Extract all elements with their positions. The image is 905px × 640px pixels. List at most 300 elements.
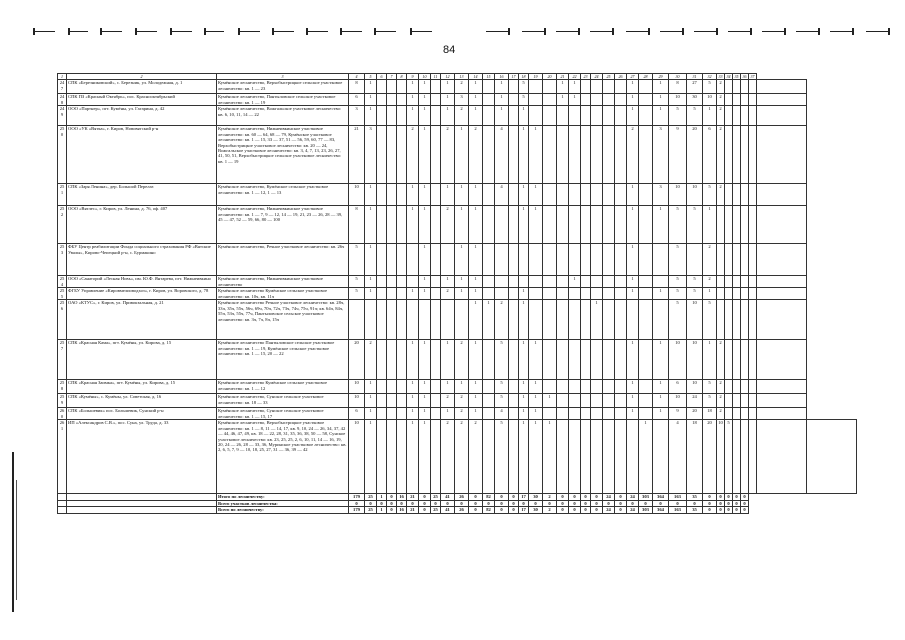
value-cell: 8	[349, 206, 365, 244]
column-header: 3	[217, 74, 349, 80]
value-cell	[741, 80, 749, 94]
total-value-cell: 0	[557, 494, 569, 500]
value-cell	[509, 126, 519, 184]
total-value-cell: 303	[639, 494, 653, 500]
value-cell	[581, 420, 591, 494]
value-cell: 1	[639, 420, 653, 494]
value-cell	[639, 380, 653, 394]
total-value-cell: 0	[483, 500, 495, 506]
value-cell: 1	[495, 94, 509, 106]
value-cell	[557, 380, 569, 394]
value-cell: 10	[669, 184, 687, 206]
total-value-cell: 24	[603, 494, 615, 500]
value-cell: 1	[419, 394, 431, 408]
value-cell: 1	[469, 394, 483, 408]
value-cell: 1	[529, 394, 543, 408]
total-value-cell: 0	[469, 507, 483, 513]
value-cell	[387, 394, 397, 408]
value-cell	[431, 380, 441, 394]
column-header: 37	[750, 74, 755, 79]
value-cell	[495, 206, 509, 244]
value-cell: 1	[519, 184, 529, 206]
value-cell: 2	[455, 420, 469, 494]
table-row	[58, 408, 857, 420]
value-cell	[509, 106, 519, 126]
value-cell	[581, 244, 591, 276]
value-cell	[615, 206, 627, 244]
value-cell: 1	[365, 206, 377, 244]
value-cell	[543, 206, 557, 244]
value-cell	[569, 244, 581, 276]
value-cell	[387, 206, 397, 244]
organization-cell: ООО «Партнер», пгт. Кумёны, ул. Гагарина, д. 42	[67, 106, 217, 126]
organization-cell: СПК «Березниковский», с. Березник, ул. Молодежная, д. 1	[67, 80, 217, 94]
value-cell	[653, 244, 669, 276]
value-cell	[377, 106, 387, 126]
value-cell	[615, 184, 627, 206]
value-cell: 1	[469, 184, 483, 206]
value-cell	[543, 106, 557, 126]
value-cell	[581, 184, 591, 206]
value-cell	[741, 288, 749, 300]
value-cell: 1	[419, 420, 431, 494]
value-cell	[757, 244, 807, 276]
value-cell	[529, 288, 543, 300]
value-cell	[741, 106, 749, 126]
totals-label-cell: Итого по лесничеству:	[217, 494, 349, 500]
value-cell	[557, 408, 569, 420]
value-cell	[581, 126, 591, 184]
total-value-cell: 0	[387, 494, 397, 500]
value-cell	[365, 300, 377, 340]
value-cell: 1	[627, 408, 639, 420]
value-cell	[387, 300, 397, 340]
value-cell: 1	[653, 288, 669, 300]
value-cell	[741, 276, 749, 288]
value-cell: 5	[495, 380, 509, 394]
value-cell	[725, 340, 733, 380]
value-cell: 1	[703, 288, 717, 300]
value-cell: 1	[455, 380, 469, 394]
value-cell: 2	[717, 394, 725, 408]
value-cell	[543, 340, 557, 380]
column-header: 10	[419, 74, 431, 80]
value-cell	[741, 380, 749, 394]
total-value-cell: 364	[653, 507, 669, 513]
value-cell	[603, 244, 615, 276]
column-header: 13	[455, 74, 469, 80]
value-cell	[639, 126, 653, 184]
value-cell	[615, 340, 627, 380]
total-value-cell: 0	[419, 494, 431, 500]
value-cell: 6	[703, 126, 717, 184]
value-cell: 2	[441, 420, 455, 494]
value-cell	[733, 80, 741, 94]
value-cell: 1	[627, 244, 639, 276]
value-cell: 1	[441, 408, 455, 420]
value-cell	[509, 276, 519, 288]
value-cell: 1	[653, 106, 669, 126]
value-cell	[639, 184, 653, 206]
value-cell	[581, 80, 591, 94]
total-value-cell: 0	[495, 500, 509, 506]
value-cell	[509, 80, 519, 94]
value-cell	[431, 184, 441, 206]
value-cell: 1	[627, 184, 639, 206]
value-cell: 5	[687, 288, 703, 300]
value-cell: 3	[653, 126, 669, 184]
value-cell	[591, 394, 603, 408]
value-cell	[591, 184, 603, 206]
value-cell	[725, 394, 733, 408]
value-cell	[557, 276, 569, 288]
row-number-cell: 259	[58, 394, 67, 408]
column-header: 15	[483, 74, 495, 80]
table-row	[58, 300, 857, 340]
value-cell	[431, 276, 441, 288]
value-cell: 1	[653, 380, 669, 394]
value-cell	[557, 394, 569, 408]
value-cell	[431, 94, 441, 106]
value-cell	[543, 288, 557, 300]
forest-area-cell: Кумёнское лесничество, Вожгальское участковое лесничество: кв. 6, 10, 11, 14 — 22	[217, 106, 349, 126]
value-cell	[569, 300, 581, 340]
value-cell	[603, 94, 615, 106]
value-cell	[529, 80, 543, 94]
value-cell	[653, 276, 669, 288]
value-cell	[741, 408, 749, 420]
value-cell: 2	[441, 288, 455, 300]
value-cell: 3	[349, 106, 365, 126]
value-cell	[615, 408, 627, 420]
value-cell	[377, 394, 387, 408]
value-cell: 1	[407, 420, 419, 494]
scan-margin-mark	[16, 480, 17, 600]
totals-row	[58, 507, 857, 513]
totals-label-cell: Всего по лесничеству:	[217, 507, 349, 513]
total-value-cell: 0	[703, 494, 717, 500]
value-cell: 5	[703, 184, 717, 206]
value-cell: 2	[455, 394, 469, 408]
total-value-cell: 26	[455, 507, 469, 513]
value-cell: 6	[669, 380, 687, 394]
value-cell	[495, 244, 509, 276]
value-cell: 1	[529, 420, 543, 494]
organization-cell: ООО «УК «Вятка», г. Киров, Нововятский р-н	[67, 126, 217, 184]
value-cell	[741, 126, 749, 184]
value-cell	[397, 106, 407, 126]
value-cell: 4	[495, 184, 509, 206]
value-cell: 20	[687, 408, 703, 420]
value-cell: 5	[687, 106, 703, 126]
value-cell	[757, 276, 807, 288]
value-cell: 1	[653, 80, 669, 94]
column-header: 33	[718, 74, 723, 79]
value-cell	[749, 80, 757, 94]
value-cell	[591, 94, 603, 106]
column-header: 35	[734, 74, 739, 79]
value-cell	[581, 206, 591, 244]
value-cell	[603, 394, 615, 408]
value-cell	[569, 106, 581, 126]
value-cell: 1	[569, 276, 581, 288]
total-value-cell: 35	[687, 507, 703, 513]
value-cell	[725, 80, 733, 94]
value-cell: 1	[703, 106, 717, 126]
value-cell: 1	[519, 288, 529, 300]
row-number-cell: 252	[58, 206, 67, 244]
value-cell	[557, 420, 569, 494]
total-value-cell: 0	[455, 500, 469, 506]
value-cell	[591, 106, 603, 126]
value-cell	[627, 420, 639, 494]
value-cell	[483, 244, 495, 276]
value-cell: 10	[687, 184, 703, 206]
value-cell	[483, 288, 495, 300]
organization-cell: СПК «Кумёны», с. Кумёны, ул. Советская, д. 16	[67, 394, 217, 408]
total-value-cell: 41	[441, 507, 455, 513]
value-cell: 1	[519, 408, 529, 420]
value-cell: 1	[455, 276, 469, 288]
table-row	[58, 380, 857, 394]
value-cell	[509, 340, 519, 380]
value-cell	[725, 184, 733, 206]
value-cell	[557, 206, 569, 244]
value-cell: 8	[349, 80, 365, 94]
value-cell	[741, 394, 749, 408]
value-cell	[483, 106, 495, 126]
column-header: 29	[653, 74, 669, 80]
total-value-cell: 0	[703, 507, 717, 513]
value-cell	[569, 126, 581, 184]
column-header: 23	[581, 74, 591, 80]
value-cell	[529, 94, 543, 106]
value-cell: 1	[495, 80, 509, 94]
organization-cell: ООО «Вятлес», г. Киров, ул. Ленина, д. 76, оф. 407	[67, 206, 217, 244]
value-cell	[733, 106, 741, 126]
column-header: 16	[495, 74, 509, 80]
value-cell	[757, 408, 807, 420]
value-cell	[509, 288, 519, 300]
total-value-cell: 82	[483, 507, 495, 513]
value-cell	[569, 380, 581, 394]
value-cell: 2	[717, 80, 725, 94]
value-cell: 1	[529, 380, 543, 394]
value-cell	[749, 94, 757, 106]
value-cell	[733, 126, 741, 184]
total-value-cell: 0	[581, 500, 591, 506]
value-cell: 1	[469, 244, 483, 276]
value-cell	[483, 276, 495, 288]
value-cell: 1	[407, 394, 419, 408]
value-cell	[749, 408, 757, 420]
value-cell	[741, 184, 749, 206]
value-cell: 1	[469, 106, 483, 126]
value-cell: 1	[455, 184, 469, 206]
value-cell	[377, 206, 387, 244]
total-value-cell: 16	[397, 507, 407, 513]
value-cell: 1	[455, 244, 469, 276]
total-value-cell: 17	[519, 507, 529, 513]
value-cell	[603, 408, 615, 420]
value-cell: 1	[419, 340, 431, 380]
value-cell: 1	[419, 288, 431, 300]
value-cell: 18	[703, 408, 717, 420]
value-cell: 5	[519, 80, 529, 94]
value-cell	[543, 80, 557, 94]
row-number-cell: 258	[58, 380, 67, 394]
total-value-cell: 0	[495, 507, 509, 513]
value-cell: 2	[495, 300, 509, 340]
total-value-cell: 0	[469, 494, 483, 500]
value-cell: 2	[703, 276, 717, 288]
total-value-cell: 0	[591, 500, 603, 506]
row-number-cell: 248	[58, 94, 67, 106]
value-cell	[495, 288, 509, 300]
value-cell: 1	[519, 420, 529, 494]
value-cell	[431, 420, 441, 494]
column-header: 1	[58, 74, 67, 80]
forest-area-cell: Кумёнское лесничество Кумёнское сельское участковое лесничество: кв. 10ч, кв. 11ч	[217, 288, 349, 300]
value-cell	[519, 244, 529, 276]
value-cell	[615, 106, 627, 126]
value-cell: 1	[627, 80, 639, 94]
total-value-cell: 0	[419, 507, 431, 513]
value-cell: 1	[419, 206, 431, 244]
value-cell: 10	[669, 340, 687, 380]
value-cell: 3	[365, 126, 377, 184]
value-cell: 4	[495, 408, 509, 420]
value-cell	[387, 94, 397, 106]
value-cell	[725, 380, 733, 394]
value-cell	[757, 126, 807, 184]
value-cell	[591, 408, 603, 420]
value-cell: 1	[455, 288, 469, 300]
value-cell: 1	[519, 394, 529, 408]
value-cell	[569, 394, 581, 408]
totals-label-cell: Всего участков лесничества:	[217, 500, 349, 506]
value-cell	[757, 184, 807, 206]
value-cell	[615, 420, 627, 494]
total-value-cell: 21	[407, 494, 419, 500]
organization-cell: СПК ПЗ «Красный Октябрь», пос. Краснооктябрьский	[67, 94, 217, 106]
value-cell: 1	[365, 420, 377, 494]
row-number-cell: 257	[58, 340, 67, 380]
total-value-cell: 16	[397, 494, 407, 500]
value-cell	[397, 94, 407, 106]
value-cell: 5	[669, 300, 687, 340]
total-value-cell: 1	[377, 507, 387, 513]
value-cell	[483, 184, 495, 206]
value-cell: 5	[669, 206, 687, 244]
value-cell	[557, 300, 569, 340]
value-cell	[509, 408, 519, 420]
value-cell	[377, 288, 387, 300]
value-cell	[653, 420, 669, 494]
value-cell	[431, 244, 441, 276]
total-value-cell: 0	[733, 500, 741, 506]
value-cell	[543, 94, 557, 106]
value-cell	[749, 184, 757, 206]
value-cell	[749, 394, 757, 408]
value-cell	[431, 340, 441, 380]
value-cell: 27	[687, 80, 703, 94]
value-cell	[639, 276, 653, 288]
value-cell: 1	[529, 408, 543, 420]
total-value-cell: 0	[703, 500, 717, 506]
total-value-cell: 0	[495, 494, 509, 500]
value-cell	[483, 206, 495, 244]
value-cell	[377, 94, 387, 106]
value-cell	[725, 276, 733, 288]
value-cell: 1	[365, 394, 377, 408]
value-cell: 5	[669, 244, 687, 276]
value-cell	[639, 80, 653, 94]
value-cell	[397, 276, 407, 288]
value-cell	[397, 206, 407, 244]
total-value-cell: 0	[627, 500, 639, 506]
value-cell	[543, 244, 557, 276]
value-cell	[397, 340, 407, 380]
total-value-cell: 0	[519, 500, 529, 506]
value-cell: 1	[407, 106, 419, 126]
forest-area-cell: Кумёнское лесничество, Речное участковое лесничество: кв. 26ч	[217, 244, 349, 276]
value-cell	[509, 300, 519, 340]
value-cell	[581, 106, 591, 126]
value-cell	[741, 94, 749, 106]
total-value-cell: 0	[615, 500, 627, 506]
value-cell	[557, 340, 569, 380]
value-cell: 5	[669, 276, 687, 288]
total-value-cell: 0	[469, 500, 483, 506]
value-cell	[749, 106, 757, 126]
value-cell	[733, 420, 741, 494]
value-cell	[639, 300, 653, 340]
total-value-cell: 25	[431, 507, 441, 513]
value-cell	[615, 244, 627, 276]
value-cell	[749, 340, 757, 380]
value-cell	[509, 184, 519, 206]
column-header: 4	[349, 74, 365, 80]
value-cell	[733, 206, 741, 244]
value-cell	[377, 420, 387, 494]
value-cell	[591, 80, 603, 94]
table-row	[58, 106, 857, 126]
total-value-cell: 0	[687, 500, 703, 506]
value-cell	[603, 126, 615, 184]
value-cell: 1	[407, 340, 419, 380]
value-cell	[615, 94, 627, 106]
value-cell	[639, 340, 653, 380]
forest-area-cell: Кумёнское лесничество, Нижнеивкинское участковое лесничество: кв. 1 — 7, 9 — 12, 14 — 19, 21, 23 — 26, 28 — 39, 45 — 47, 52 — 59, 66, 80 — 100	[217, 206, 349, 244]
value-cell: 10	[687, 300, 703, 340]
value-cell	[639, 408, 653, 420]
row-number-cell: 255	[58, 288, 67, 300]
value-cell	[757, 300, 807, 340]
forest-area-cell: Кумёнское лесничество Пантыловское сельское участковое лесничество: кв. 1 — 19, Кумёнское сельское участковое лесничество: кв. 1 — 15, 20 — 22	[217, 340, 349, 380]
value-cell	[543, 380, 557, 394]
value-cell: 2	[365, 340, 377, 380]
column-header: 5	[365, 74, 377, 80]
total-value-cell: 0	[603, 500, 615, 506]
value-cell: 1	[365, 276, 377, 288]
organization-cell: СПК «Заря Ленина», дер. Большой Перелаз	[67, 184, 217, 206]
table-body	[58, 80, 857, 513]
value-cell: 1	[469, 288, 483, 300]
value-cell: 2	[407, 126, 419, 184]
total-value-cell: 2	[543, 507, 557, 513]
forest-area-cell: Кумёнское лесничество, Верхобыстрицкое участковое лесничество: кв. 1 — 8, 11 — 14, 17, кв. 9, 10, 24 — 26, 34, 37, 42 — 44, 46, 47, 49, кв. 18 — 22, 28, 31, 35, 36, 38, 50 — 58, Сунское участковое лесничество: кв. 23, 25, 25, 2, 6, 10, 11, 14 — 16, 19, 20, 24 — 26, 28 — 33, 36, Муринское участковое лесничество: кв. 2, 6, 5, 7, 9 — 10, 18, 25, 27, 31 — 36, 39 — 42	[217, 420, 349, 494]
